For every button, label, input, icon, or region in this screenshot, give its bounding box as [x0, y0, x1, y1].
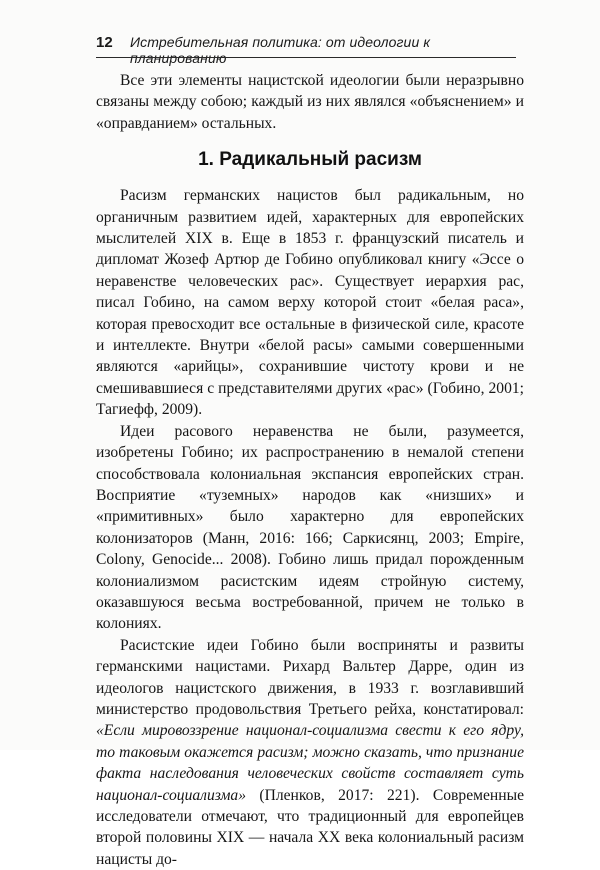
intro-paragraph: Все эти элементы нацистской идеологии были неразрывно связаны между собою; каждый из них являлся «объяснением» и «оправданием» остальных.	[96, 72, 524, 132]
paragraph-3	[96, 635, 524, 870]
page-body	[96, 70, 524, 870]
page-number: 12	[96, 34, 113, 51]
running-title: Истребительная политика: от идеологии к планированию	[130, 34, 431, 66]
running-header	[96, 34, 516, 66]
darre-quote: «Если мировоззрение национал-социализма свести к его ядру, то таковым окажется расизм; можно сказать, что признание факта наследования человеческих свойств составляет суть национал-социализма»	[96, 722, 524, 804]
paragraph-3-start: Расистские идеи Гобино были восприняты и развиты германскими нацистами. Рихард Вальтер Дарре, один из идеологов нацистского движения, в 1933 г. возглавивший министерство продовольствия Третьего рейха, констатировал:	[96, 636, 524, 718]
paragraph-3-end: (Пленков, 2017: 221). Современные исследователи отмечают, что традиционный для европейцев второй половины XIX — начала XX века колониальный расизм нацисты до-	[96, 786, 524, 868]
paragraph-2: Идеи расового неравенства не были, разумеется, изобретены Гобино; их распространению в немалой степени способствовала колониальная экспансия европейских стран. Восприятие «туземных» народов как «низших» и «примитивных» было характерно для европейских колонизаторов (Манн, 2016: 166; Саркисянц, 2003; Empire, Colony, Genocide... 2008). Гобино лишь придал порожденным колониализмом расистским идеям стройную систему, оказавшуюся весьма востребованной, причем не только в колониях.	[96, 422, 524, 633]
section-heading: 1. Радикальный расизм	[198, 149, 422, 171]
header-rule	[96, 57, 516, 58]
paragraph-1: Расизм германских нацистов был радикальным, но органичным развитием идей, характерных для европейских мыслителей XIX в. Еще в 1853 г. французский писатель и дипломат Жозеф Артюр де Гобино опубликовал книгу «Эссе о неравенстве человеческих рас». Существует иерархия рас, писал Гобино, на самом верху которой стоит «белая раса», которая превосходит все остальные в физической силе, красоте и интеллекте. Внутри «белой расы» самыми совершенными являются «арийцы», сохранившие чистоту крови и не смешивавшиеся с представителями других «рас» (Гобино, 2001; Тагиефф, 2009).	[96, 187, 524, 419]
